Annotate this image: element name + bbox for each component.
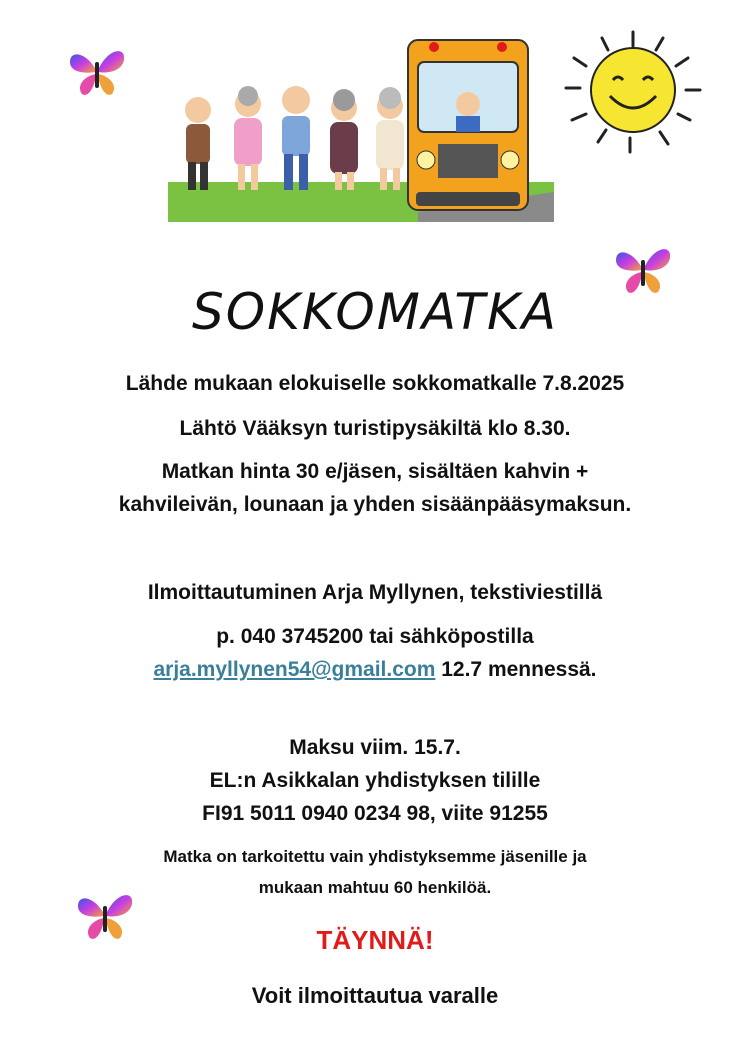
page-title: SOKKOMATKA <box>192 283 558 341</box>
departure-text: Lähtö Vääksyn turistipysäkiltä klo 8.30. <box>179 417 571 440</box>
signup-text-line2: p. 040 3745200 tai sähköpostilla <box>216 625 534 648</box>
signup-text-line1: Ilmoittautuminen Arja Myllynen, tekstiviestillä <box>147 581 603 604</box>
waitlist-text: Voit ilmoittautua varalle <box>251 983 499 1008</box>
signup-text-line3 <box>0 657 750 683</box>
intro-text: Lähde mukaan elokuiselle sokkomatkalle 7.8.2025 <box>125 372 625 395</box>
full-status-text: TÄYNNÄ! <box>316 925 434 955</box>
butterfly-icon <box>66 44 128 100</box>
email-link[interactable]: arja.myllynen54@gmail.com <box>153 658 436 681</box>
bus-illustration <box>168 32 554 222</box>
deadline-text: 12.7 mennessä. <box>435 658 597 681</box>
note-text-line2: mukaan mahtuu 60 henkilöä. <box>258 878 492 897</box>
note-text-line1: Matka on tarkoitettu vain yhdistyksemme jäsenille ja <box>163 847 587 866</box>
price-text-line2: kahvileivän, lounaan ja yhden sisäänpääsymaksun. <box>118 493 632 516</box>
sun-icon <box>558 28 708 158</box>
payment-text-line2: EL:n Asikkalan yhdistyksen tilille <box>209 769 541 792</box>
payment-text-line3: FI91 5011 0940 0234 98, viite 91255 <box>202 802 548 825</box>
payment-text-line1: Maksu viim. 15.7. <box>289 736 461 759</box>
price-text-line1: Matkan hinta 30 e/jäsen, sisältäen kahvin + <box>161 460 589 483</box>
